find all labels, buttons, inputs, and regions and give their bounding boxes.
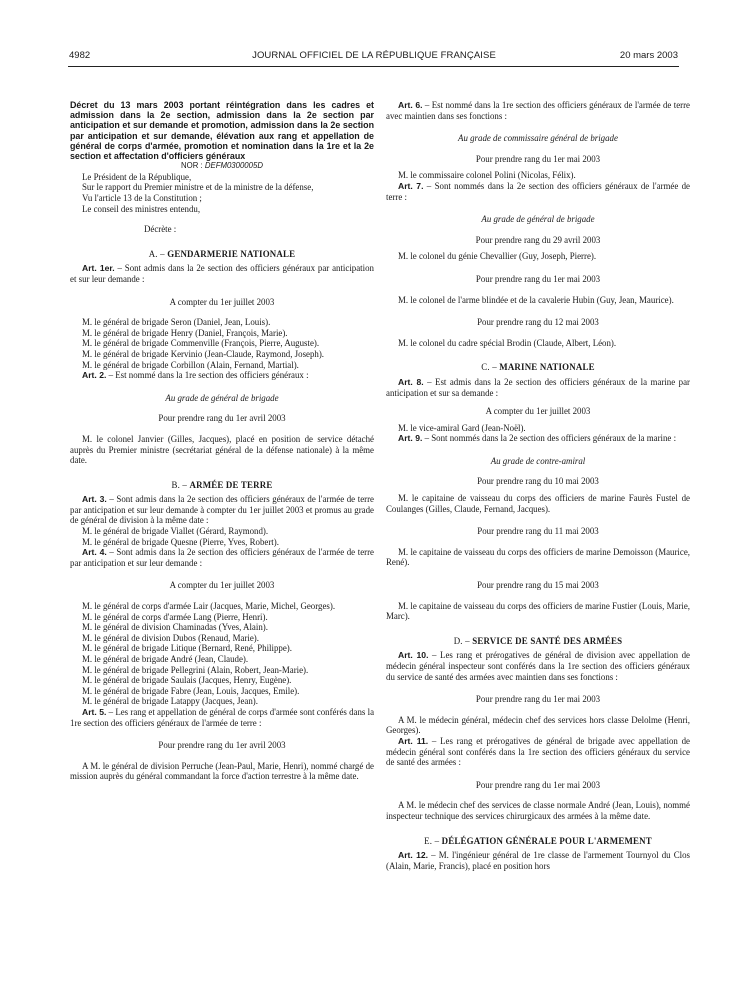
effective-date: Pour prendre rang du 12 mai 2003 — [477, 317, 599, 328]
effective-date: Pour prendre rang du 11 mai 2003 — [477, 526, 599, 537]
article-11 — [386, 736, 690, 768]
section-prefix: A. – — [148, 248, 168, 259]
article-6 — [386, 100, 690, 121]
list-item: M. le capitaine de vaisseau du corps des officiers de marine Demoisson (Maurice, René). — [386, 546, 690, 568]
article-label: Art. 3. — [82, 494, 107, 505]
article-4 — [70, 547, 374, 568]
article-label: Art. 8. — [398, 376, 424, 387]
list-item: M. le général de corps d'armée Lair (Jacques, Marie, Michel, Georges). — [82, 601, 336, 612]
list-item: M. le général de brigade Quesne (Pierre, Yves, Robert). — [82, 536, 279, 547]
nor-code: DEFM0300005D — [204, 161, 263, 171]
article-3 — [70, 494, 374, 526]
section-heading-d — [386, 636, 690, 647]
nor-reference — [70, 161, 374, 172]
header-rule — [68, 66, 679, 67]
article-7 — [386, 181, 690, 202]
list-item: M. le général de brigade Commenville (François, Pierre, Auguste). — [82, 338, 320, 349]
article-1 — [70, 263, 374, 284]
article-2 — [70, 370, 374, 381]
list-item: M. le général de brigade Henry (Daniel, François, Marie). — [82, 327, 288, 338]
article-text: – Les rang et prérogatives de général de division avec appellation de médecin général inspecteur sont conférés dans la 1re section des officiers généraux du service de santé des armées avec maintien dans ses fonctions : — [386, 650, 690, 682]
issue-date: 20 mars 2003 — [619, 50, 678, 61]
article-text: – M. l'ingénieur général de 1re classe de l'armement Tournyol du Clos (Alain, Marie, Francis), placé en position hors — [386, 850, 690, 871]
effective-date: Pour prendre rang du 29 avril 2003 — [475, 234, 601, 245]
list-item: M. le général de brigade Latappy (Jacques, Jean). — [82, 696, 258, 707]
grade-heading: Au grade de général de brigade — [165, 392, 279, 403]
list-item: M. le capitaine de vaisseau du corps des officiers de marine Fustier (Louis, Marie, Marc). — [386, 600, 690, 622]
section-prefix: E. – — [424, 835, 442, 846]
section-heading-c — [386, 362, 690, 373]
list-item: M. le colonel du génie Chevallier (Guy, Joseph, Pierre). — [398, 251, 597, 262]
article-12 — [386, 850, 690, 871]
article-label: Art. 5. — [82, 706, 107, 717]
list-item: M. le général de corps d'armée Lang (Pierre, Henri). — [82, 611, 268, 622]
decree-title: Décret du 13 mars 2003 portant réintégration dans les cadres et admission dans la 2e section, admission dans la 2e section par anticipation et sur demande et promotion, admission dans la 2e section par anticipation et sur demande, élévation aux rang et appellation de général de corps d'armée, promotion et nomination dans la 1re et la 2e section et affectation d'officiers généraux — [70, 100, 374, 162]
article-text: – Les rang et appellation de général de corps d'armée sont conférés dans la 1re section des officiers généraux de l'armée de terre : — [70, 706, 375, 728]
list-item: M. le général de division Chaminadas (Yves, Alain). — [82, 622, 268, 633]
article-label: Art. 2. — [82, 370, 107, 381]
article-label: Art. 10. — [398, 650, 429, 661]
article-label: Art. 9. — [398, 433, 423, 444]
effective-date: Pour prendre rang du 1er mai 2003 — [475, 694, 601, 705]
list-item: M. le général de brigade Saulais (Jacques, Henry, Eugène). — [82, 675, 292, 686]
section-prefix: B. – — [171, 479, 190, 490]
effective-date: Pour prendre rang du 1er mai 2003 — [475, 153, 601, 164]
effective-date: A compter du 1er juillet 2003 — [169, 296, 275, 307]
list-item: M. le général de brigade Litique (Bernard, René, Philippe). — [82, 643, 292, 654]
article-label: Art. 6. — [398, 100, 423, 110]
article-text: – Est nommé dans la 1re section des officiers généraux de l'armée de terre avec maintien dans ses fonctions : — [386, 100, 690, 121]
journal-title: JOURNAL OFFICIEL DE LA RÉPUBLIQUE FRANÇAISE — [252, 50, 496, 61]
section-prefix: C. – — [481, 362, 500, 373]
intro-line: Le Président de la République, — [82, 171, 192, 182]
section-title: GENDARMERIE NATIONALE — [167, 248, 296, 259]
effective-date: Pour prendre rang du 15 mai 2003 — [477, 580, 599, 591]
effective-date: Pour prendre rang du 1er mai 2003 — [475, 779, 601, 790]
article-text: – Sont admis dans la 2e section des officiers généraux de l'armée de terre par anticipation et sur leur demande : — [70, 547, 374, 568]
list-item: M. le colonel de l'arme blindée et de la cavalerie Hubin (Guy, Jean, Maurice). — [398, 294, 674, 305]
right-column — [386, 100, 690, 871]
list-item: M. le vice-amiral Gard (Jean-Noël). — [398, 422, 526, 433]
article-text: – Est nommé dans la 1re section des officiers généraux : — [106, 370, 309, 381]
grade-heading: Au grade de commissaire général de brigade — [458, 133, 618, 144]
list-item: A M. le général de division Perruche (Jean-Paul, Marie, Henri), nommé chargé de mission auprès du général commandant la force d'action terrestre à la même date. — [70, 760, 374, 782]
list-item: M. le général de brigade Seron (Daniel, Jean, Louis). — [82, 317, 271, 328]
article-9 — [386, 433, 690, 444]
article-text: – Sont admis dans la 2e section des officiers généraux de l'armée de terre par anticipation et sur leur demande à compter du 1er juillet 2003 et promus au grade de général de division à la même date : — [70, 494, 374, 526]
nor-label: NOR : — [181, 161, 205, 171]
intro-line: Vu l'article 13 de la Constitution ; — [82, 193, 202, 203]
article-label: Art. 4. — [82, 547, 107, 558]
section-heading-b — [70, 480, 374, 491]
effective-date: Pour prendre rang du 1er avril 2003 — [158, 740, 286, 751]
list-item: M. le général de division Dubos (Renaud, Marie). — [82, 632, 259, 643]
article-10 — [386, 650, 690, 682]
section-heading-e — [386, 836, 690, 847]
section-title: ARMÉE DE TERRE — [189, 479, 273, 490]
decrete-line: Décrète : — [144, 224, 177, 235]
grade-heading: Au grade de général de brigade — [481, 214, 595, 225]
article-label: Art. 11. — [398, 735, 429, 746]
article-8 — [386, 377, 690, 398]
article-text: – Est admis dans la 2e section des officiers généraux de la marine par anticipation et sur sa demande : — [386, 376, 690, 398]
section-title: MARINE NATIONALE — [499, 362, 595, 373]
effective-date: Pour prendre rang du 1er avril 2003 — [158, 413, 286, 424]
article-text: – Les rang et prérogatives de général de brigade avec appellation de médecin général sont conférés dans la 1re section des officiers généraux du service de santé des armées : — [386, 735, 690, 768]
list-item: M. le général de brigade Kervinio (Jean-Claude, Raymond, Joseph). — [82, 348, 325, 359]
section-heading-a — [70, 249, 374, 260]
list-item: M. le colonel du cadre spécial Brodin (Claude, Albert, Léon). — [398, 337, 617, 348]
article-label: Art. 1er. — [82, 263, 115, 274]
list-item: M. le général de brigade Corbillon (Alain, Fernand, Martial). — [82, 359, 299, 370]
list-item: M. le général de brigade Pellegrini (Alain, Robert, Jean-Marie). — [82, 664, 309, 675]
intro-line: Le conseil des ministres entendu, — [82, 203, 201, 214]
intro-line: Sur le rapport du Premier ministre et de la ministre de la défense, — [82, 182, 314, 193]
article-label: Art. 12. — [398, 850, 429, 861]
section-prefix: D. – — [453, 635, 473, 646]
article-5 — [70, 707, 374, 728]
list-item: M. le commissaire colonel Polini (Nicolas, Félix). — [398, 170, 576, 181]
list-item: M. le général de brigade Fabre (Jean, Louis, Jacques, Emile). — [82, 685, 300, 696]
list-item: A M. le médecin chef des services de classe normale André (Jean, Louis), nommé inspecteur technique des services chirurgicaux des armées à la même date. — [386, 800, 690, 821]
list-item: M. le général de brigade Viallet (Gérard, Raymond). — [82, 526, 269, 537]
article-label: Art. 7. — [398, 180, 424, 191]
grade-heading: Au grade de contre-amiral — [490, 455, 586, 466]
list-item: M. le capitaine de vaisseau du corps des officiers de marine Faurès Fustel de Coulanges (Gilles, Claude, Fernand, Jacques). — [386, 493, 690, 514]
effective-date: Pour prendre rang du 10 mai 2003 — [477, 476, 599, 487]
article-text: – Sont admis dans la 2e section des officiers généraux par anticipation et sur leur demande : — [70, 263, 374, 284]
section-title: DÉLÉGATION GÉNÉRALE POUR L'ARMEMENT — [441, 835, 652, 846]
page-number: 4982 — [69, 50, 91, 61]
article-text: – Sont nommés dans la 2e section des officiers généraux de l'armée de terre : — [386, 180, 690, 202]
left-column — [70, 100, 374, 782]
list-item: M. le général de brigade André (Jean, Claude). — [82, 654, 249, 664]
list-item: M. le colonel Janvier (Gilles, Jacques), placé en position de service détaché auprès du Premier ministre (secrétariat général de la défense nationale) à la même date. — [70, 433, 374, 466]
list-item: A M. le médecin général, médecin chef des services hors classe Delolme (Henri, Georges). — [386, 714, 690, 736]
section-title: SERVICE DE SANTÉ DES ARMÉES — [472, 635, 623, 646]
effective-date: A compter du 1er juillet 2003 — [485, 406, 591, 417]
article-text: – Sont nommés dans la 2e section des officiers généraux de la marine : — [422, 433, 677, 444]
effective-date: A compter du 1er juillet 2003 — [169, 580, 275, 591]
effective-date: Pour prendre rang du 1er mai 2003 — [475, 273, 601, 284]
